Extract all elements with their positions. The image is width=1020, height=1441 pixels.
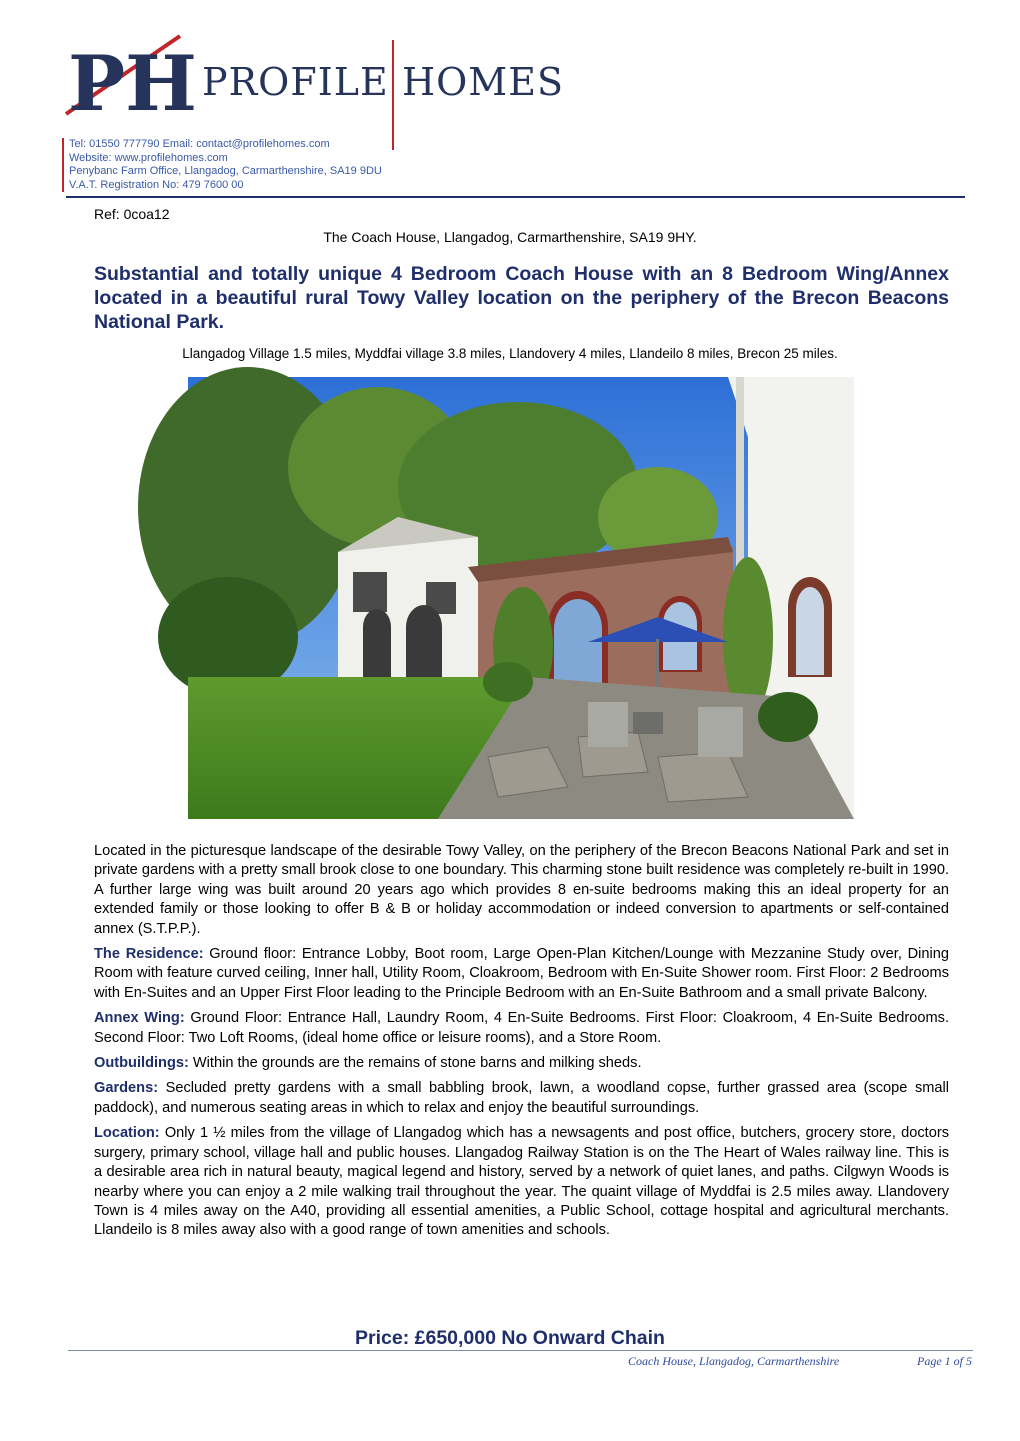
residence-text: Ground floor: Entrance Lobby, Boot room, Large Open-Plan Kitchen/Lounge with Mezzanine Study over, Dining Room with feature curved ceiling, Inner hall, Utility Room, Cloakroom, Bedroom with En-Suite Shower room. First Floor: 2 Bedrooms with En-Suites and an Upper First Floor leading to the Principle Bedroom with an En-Suite Bathroom and a small private Balcony.: [94, 946, 949, 1001]
brand-name-profile: PROFILE: [202, 60, 389, 104]
gardens-paragraph: [94, 1079, 949, 1118]
property-photo: [188, 377, 854, 819]
residence-label: The Residence:: [94, 946, 204, 963]
brand-name-homes: HOMES: [402, 60, 564, 104]
intro-paragraph: Located in the picturesque landscape of the desirable Towy Valley, on the periphery of the Brecon Beacons National Park and set in private gardens with a pretty small brook close to one boundary. This charming stone built residence was completely re-built in 1990. A further large wing was built around 20 years ago which provides 8 en-suite bedrooms making this an ideal property for an extended family or those looking to offer B & B or holiday accommodation or indeed conversion to apartments or self-contained annex (S.T.P.P.).: [94, 843, 949, 937]
footer-rule: [68, 1350, 973, 1351]
annex-text: Ground Floor: Entrance Hall, Laundry Room, 4 En-Suite Bedrooms. First Floor: Cloakroom, 4 En-Suite Bedrooms. Second Floor: Two Loft Rooms, (ideal home office or leisure rooms), and a Store Room.: [94, 1010, 949, 1046]
contact-block: [62, 138, 382, 192]
annex-paragraph: [94, 1009, 949, 1048]
logo-divider: [392, 40, 394, 150]
contact-office-address: Penybanc Farm Office, Llangadog, Carmarthenshire, SA19 9DU: [69, 165, 382, 177]
ph-monogram-icon: [62, 30, 197, 128]
listing-description: [94, 842, 949, 1247]
outbuildings-label: Outbuildings:: [94, 1055, 189, 1072]
gardens-label: Gardens:: [94, 1080, 159, 1097]
footer-page-number: Page 1 of 5: [917, 1354, 972, 1368]
profile-homes-logo: [62, 30, 582, 130]
price-line: Price: £650,000 No Onward Chain: [355, 1327, 665, 1349]
contact-vat: V.A.T. Registration No: 479 7600 00: [69, 178, 244, 191]
svg-text:PH: PH: [68, 39, 197, 128]
distances-line: Llangadog Village 1.5 miles, Myddfai village 3.8 miles, Llandovery 4 miles, Llandeilo 8 miles, Brecon 25 miles.: [182, 346, 838, 361]
contact-phone-email: Tel: 01550 777790 Email: contact@profilehomes.com: [69, 138, 330, 150]
outbuildings-text: Within the grounds are the remains of stone barns and milking sheds.: [188, 1055, 642, 1072]
listing-headline: Substantial and totally unique 4 Bedroom Coach House with an 8 Bedroom Wing/Annex located in a beautiful rural Towy Valley location on the periphery of the Brecon Beacons National Park.: [94, 263, 949, 333]
listing-ref: Ref: 0coa12: [94, 206, 170, 222]
outbuildings-paragraph: [94, 1054, 949, 1073]
location-text: Only 1 ½ miles from the village of Llangadog which has a newsagents and post office, butchers, grocery store, doctors surgery, primary school, village hall and public houses. Llangadog Railway Station is on the The Heart of Wales railway line. This is a desirable area rich in natural beauty, magical legend and history, served by a network of quiet lanes, and paths. Cilgwyn Woods is nearby where you can enjoy a 2 mile walking trail throughout the year. The quaint village of Myddfai is 2.5 miles away. Llandovery Town is 4 miles away on the A40, providing all essential amenities, a Public School, cottage hospital and agricultural merchants. Llandeilo is 8 miles away also with a good range of town amenities and schools.: [94, 1125, 949, 1239]
contact-website: Website: www.profilehomes.com: [69, 151, 228, 164]
location-label: Location:: [94, 1125, 160, 1142]
gardens-text: Secluded pretty gardens with a small babbling brook, lawn, a woodland copse, further grassed area (scope small paddock), and numerous seating areas in which to relax and enjoy the beautiful surroundings.: [94, 1080, 949, 1116]
property-address: The Coach House, Llangadog, Carmarthenshire, SA19 9HY.: [323, 229, 697, 245]
footer-property: Coach House, Llangadog, Carmarthenshire: [628, 1354, 840, 1368]
residence-paragraph: [94, 945, 949, 1003]
header-rule: [66, 196, 965, 198]
location-paragraph: [94, 1124, 949, 1240]
annex-label: Annex Wing:: [94, 1010, 185, 1027]
